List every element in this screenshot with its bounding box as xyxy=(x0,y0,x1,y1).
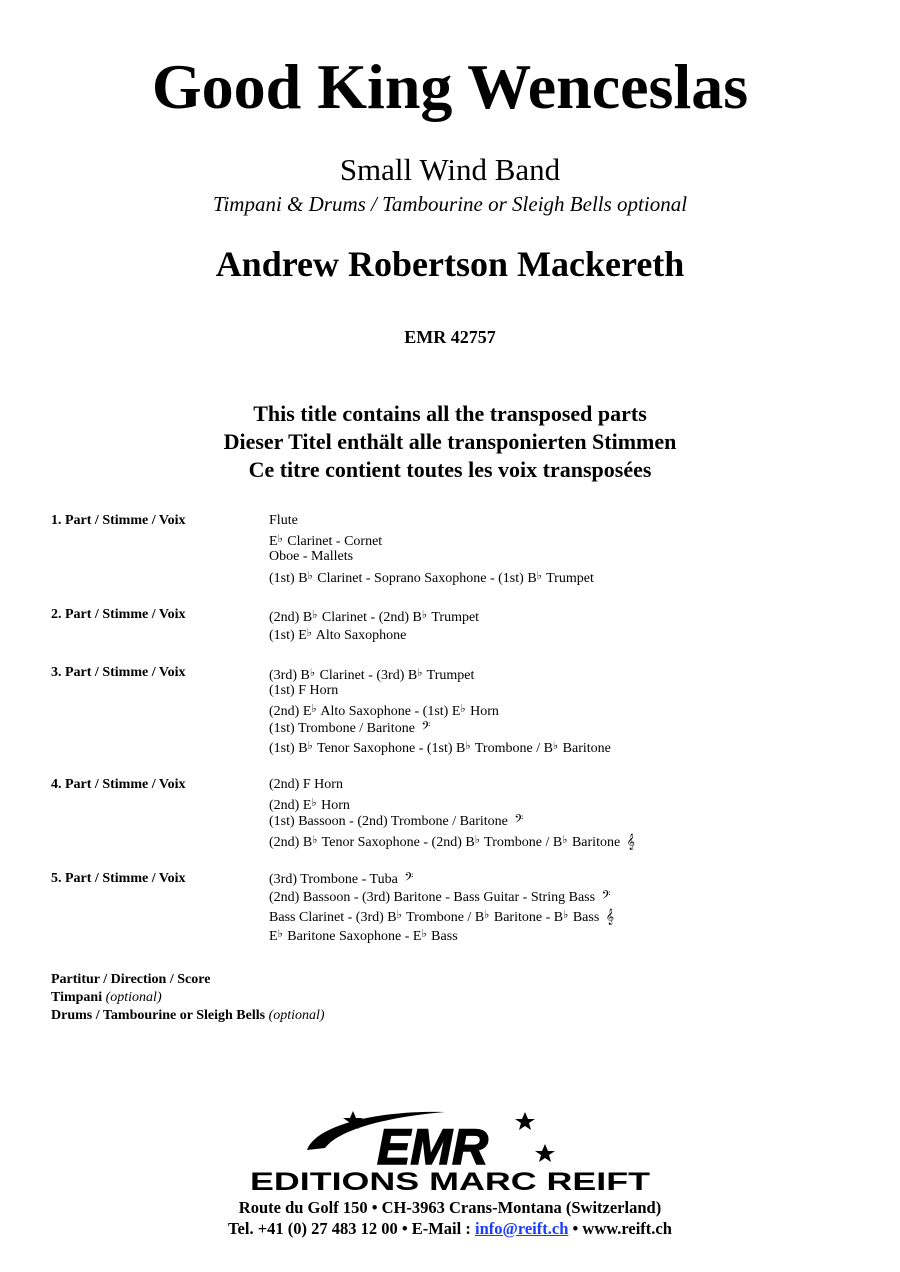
instrument-line: (2nd) E♭ Horn xyxy=(269,797,350,814)
instrument-line: (1st) B♭ Tenor Saxophone - (1st) B♭ Trombone / B♭ Baritone xyxy=(269,739,611,756)
instrument-list xyxy=(269,664,611,755)
part-label: 1. Part / Stimme / Voix xyxy=(51,513,186,528)
instrument-line: (1st) Bassoon - (2nd) Trombone / Baritone 𝄢 xyxy=(269,813,524,830)
drums-item: Drums / Tambourine or Sleigh Bells (optional) xyxy=(51,1008,325,1023)
instrument-line: (1st) F Horn xyxy=(269,683,339,699)
composer-name: Andrew Robertson Mackereth xyxy=(215,244,685,284)
part-label: 5. Part / Stimme / Voix xyxy=(51,871,186,886)
instrument-list xyxy=(269,606,479,642)
instrument-line: (1st) Trombone / Baritone 𝄢 xyxy=(269,719,431,736)
publisher-logo xyxy=(245,1106,655,1194)
instrument-line: (3rd) Trombone - Tuba 𝄢 xyxy=(269,871,414,887)
publisher-name: EDITIONS MARC REIFT xyxy=(250,1168,650,1194)
part-label: 2. Part / Stimme / Voix xyxy=(51,607,186,622)
instrument-line: Oboe - Mallets xyxy=(269,549,354,565)
instrument-line: (2nd) Bassoon - (3rd) Baritone - Bass Guitar - String Bass 𝄢 xyxy=(269,889,611,906)
instrumentation-note: Timpani & Drums / Tambourine or Sleigh Bells optional xyxy=(212,192,688,216)
catalog-number: EMR 42757 xyxy=(404,327,496,347)
notice-german: Dieser Titel enthält alle transponierten Stimmen xyxy=(223,429,677,454)
instrument-list xyxy=(269,776,635,849)
instrument-list xyxy=(269,870,614,943)
svg-text:EMR: EMR xyxy=(377,1119,489,1175)
part-label: 3. Part / Stimme / Voix xyxy=(51,665,186,680)
instrument-line: (1st) E♭ Alto Saxophone xyxy=(269,627,407,644)
instrument-line: Bass Clarinet - (3rd) B♭ Trombone / B♭ Baritone - B♭ Bass 𝄞 xyxy=(269,909,615,926)
publisher-address: Route du Golf 150 • CH-3963 Crans-Montana (Switzerland) xyxy=(238,1198,662,1217)
instrument-line: (1st) B♭ Clarinet - Soprano Saxophone - (1st) B♭ Trumpet xyxy=(269,569,594,586)
publisher-contact: Tel. +41 (0) 27 483 12 00 • E-Mail : info@reift.ch • www.reift.ch xyxy=(228,1219,672,1238)
instrument-line: (3rd) B♭ Clarinet - (3rd) B♭ Trumpet xyxy=(269,667,475,683)
score-item: Partitur / Direction / Score xyxy=(51,972,211,987)
instrument-line: (2nd) E♭ Alto Saxophone - (1st) E♭ Horn xyxy=(269,703,499,720)
notice-french: Ce titre contient toutes les voix transposées xyxy=(248,457,652,482)
notice-english: This title contains all the transposed parts xyxy=(253,401,647,426)
part-label: 4. Part / Stimme / Voix xyxy=(51,777,186,792)
instrument-line: (2nd) B♭ Clarinet - (2nd) B♭ Trumpet xyxy=(269,609,480,625)
page-title: Good King Wenceslas xyxy=(151,51,749,122)
timpani-item: Timpani (optional) xyxy=(51,990,162,1005)
email-link[interactable]: info@reift.ch xyxy=(474,1219,569,1238)
instrument-line: E♭ Baritone Saxophone - E♭ Bass xyxy=(269,927,458,944)
instrument-line: Flute xyxy=(269,513,298,528)
subtitle: Small Wind Band xyxy=(339,152,561,187)
instrument-list xyxy=(269,512,594,585)
instrument-line: (2nd) F Horn xyxy=(269,777,343,792)
instrument-line: (2nd) B♭ Tenor Saxophone - (2nd) B♭ Trombone / B♭ Baritone 𝄞 xyxy=(269,833,635,850)
instrument-line: E♭ Clarinet - Cornet xyxy=(269,533,383,550)
